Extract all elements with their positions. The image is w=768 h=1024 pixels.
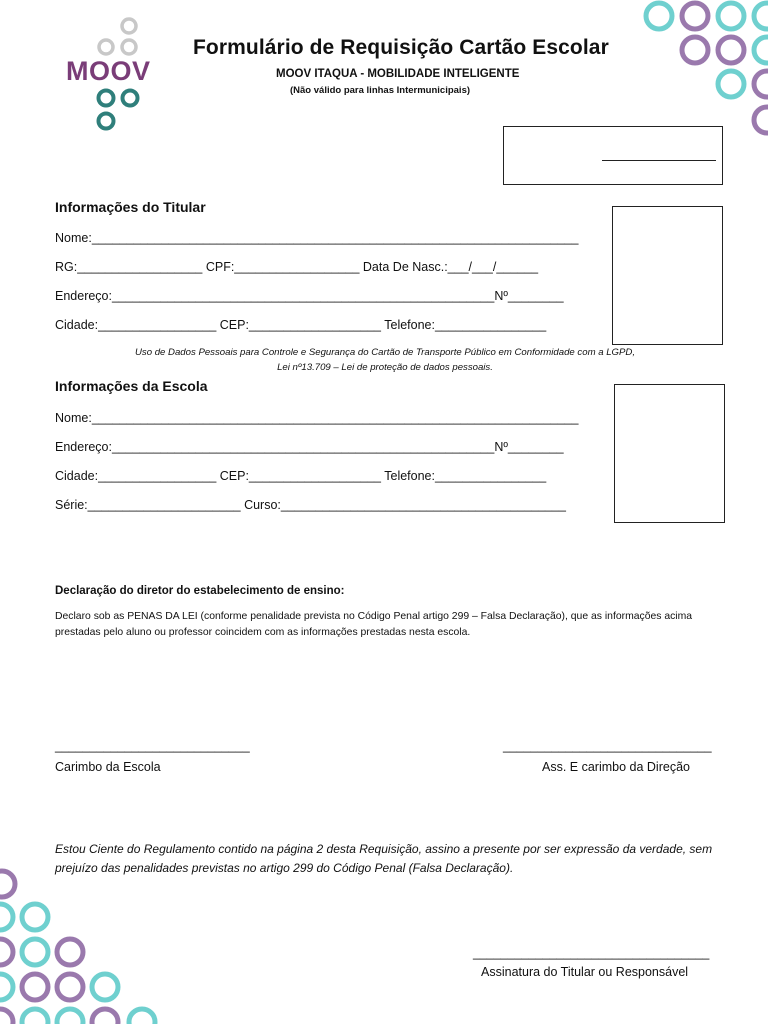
ring-top-right: [682, 37, 708, 63]
ring-bottom-left: [57, 1009, 83, 1024]
escola-endereco-field[interactable]: Endereço:_______________________________________________________Nº________: [55, 440, 564, 454]
subtitle: MOOV ITAQUA - MOBILIDADE INTELIGENTE: [276, 68, 520, 80]
ring-top-right: [754, 37, 768, 63]
logo-ring: [99, 40, 113, 54]
ring-bottom-left: [0, 904, 13, 930]
bottom-left-rings: [0, 871, 155, 1024]
ring-top-right: [754, 71, 768, 97]
ring-top-right: [718, 3, 744, 29]
photo-box-titular: [612, 206, 723, 345]
titular-nome-field[interactable]: Nome:______________________________________________________________________: [55, 231, 579, 245]
ring-bottom-left: [57, 974, 83, 1000]
carimbo-escola-label: Carimbo da Escola: [55, 760, 161, 774]
ring-top-right: [718, 37, 744, 63]
ring-bottom-left: [22, 1009, 48, 1024]
escola-nome-field[interactable]: Nome:______________________________________________________________________: [55, 411, 579, 425]
assinatura-titular-line[interactable]: __________________________________: [473, 946, 710, 960]
page-title: Formulário de Requisição Cartão Escolar: [193, 36, 609, 59]
escola-cidade-cep-telefone-field[interactable]: Cidade:_________________ CEP:___________________ Telefone:________________: [55, 469, 547, 483]
titular-rg-cpf-nasc-field[interactable]: RG:__________________ CPF:__________________ Data De Nasc.:___/___/______: [55, 260, 539, 274]
protocol-box: [503, 126, 723, 185]
logo-ring: [122, 19, 136, 33]
declaracao-text: Declaro sob as PENAS DA LEI (conforme penalidade prevista no Código Penal artigo 299 – Falsa Declaração), que as informações acima prestadas pelo aluno ou professor coincidem com as informações prestadas nesta escola.: [55, 611, 693, 638]
ciente-statement: Estou Ciente do Regulamento contido na página 2 desta Requisição, assino a presente por ser expressão da verdade, sem prejuízo das penalidades previstas no artigo 299 do Código Penal (Falsa Declaração).: [55, 842, 713, 875]
ring-bottom-left: [22, 904, 48, 930]
assinatura-direcao-line[interactable]: ______________________________: [503, 739, 712, 753]
protocol-line: [602, 160, 716, 161]
logo-ring: [99, 91, 114, 106]
ring-top-right: [682, 3, 708, 29]
subtitle-note: (Não válido para linhas Intermunicipais): [290, 85, 471, 96]
logo-ring: [122, 40, 136, 54]
ring-bottom-left: [0, 871, 15, 897]
ring-bottom-left: [0, 939, 13, 965]
declaracao-heading: Declaração do diretor do estabelecimento de ensino:: [55, 585, 345, 597]
escola-serie-curso-field[interactable]: Série:______________________ Curso:_________________________________________: [55, 498, 566, 512]
section-heading-escola: Informações da Escola: [55, 378, 208, 394]
ring-top-right: [754, 3, 768, 29]
carimbo-escola-line[interactable]: ____________________________: [55, 739, 250, 753]
lgpd-note-line1: Uso de Dados Pessoais para Controle e Segurança do Cartão de Transporte Público em Conformidade com a LGPD,: [134, 347, 636, 358]
ring-bottom-left: [129, 1009, 155, 1024]
photo-box-escola: [614, 384, 725, 523]
ring-bottom-left: [92, 1009, 118, 1024]
titular-endereco-field[interactable]: Endereço:_______________________________________________________Nº________: [55, 289, 564, 303]
titular-cidade-cep-telefone-field[interactable]: Cidade:_________________ CEP:___________________ Telefone:________________: [55, 318, 547, 332]
ring-top-right: [718, 71, 744, 97]
section-heading-titular: Informações do Titular: [55, 199, 206, 215]
logo-text: MOOV: [66, 56, 151, 86]
ring-bottom-left: [92, 974, 118, 1000]
ring-bottom-left: [0, 974, 13, 1000]
lgpd-note-line2: Lei nº13.709 – Lei de proteção de dados pessoais.: [277, 362, 493, 373]
ring-bottom-left: [22, 939, 48, 965]
assinatura-titular-label: Assinatura do Titular ou Responsável: [481, 965, 689, 979]
top-right-rings: [646, 3, 768, 133]
ring-top-right: [646, 3, 672, 29]
logo-ring: [99, 114, 114, 129]
ring-bottom-left: [57, 939, 83, 965]
logo-ring: [123, 91, 138, 106]
ring-top-right: [754, 107, 768, 133]
ring-bottom-left: [22, 974, 48, 1000]
ring-bottom-left: [0, 1009, 13, 1024]
assinatura-direcao-label: Ass. E carimbo da Direção: [542, 760, 690, 774]
